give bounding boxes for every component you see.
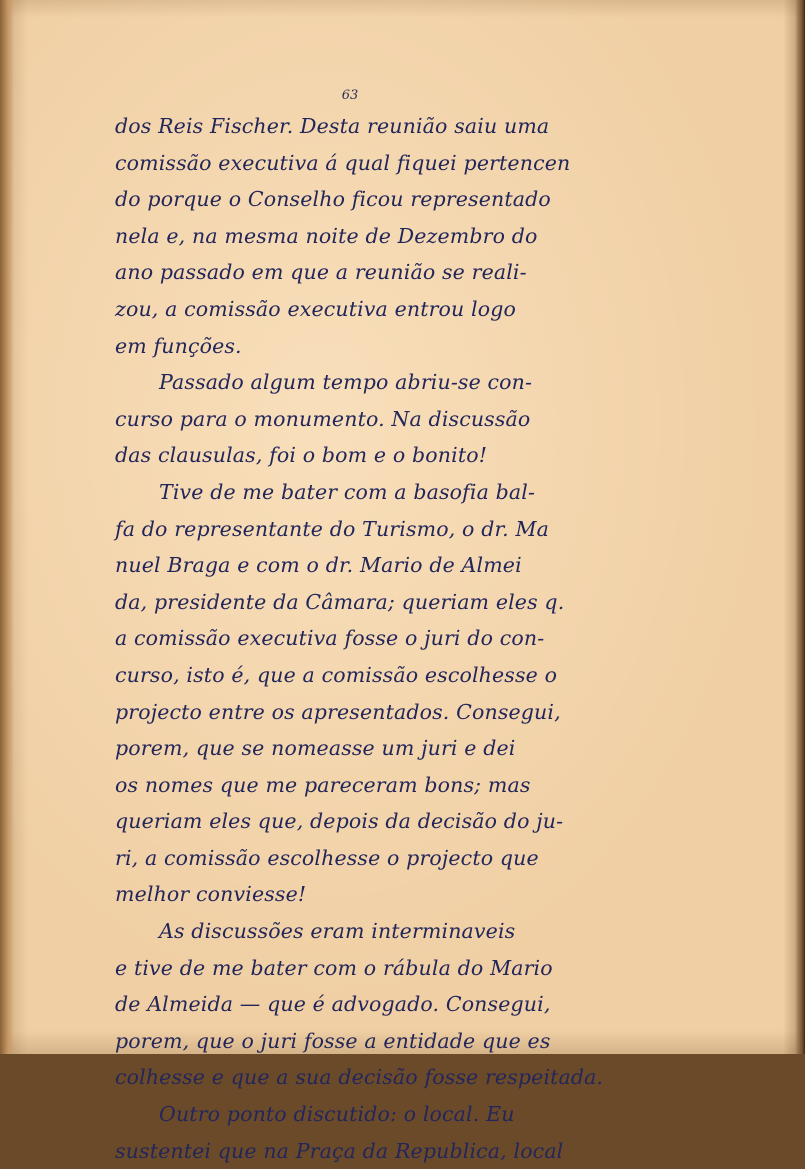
manuscript-line: ano passado em que a reunião se reali-: [115, 260, 527, 285]
manuscript-line: porem, que o juri fosse a entidade que es: [115, 1028, 551, 1053]
manuscript-line: projecto entre os apresentados. Consegui,: [115, 699, 561, 724]
manuscript-line: Passado algum tempo abriu-se con-: [159, 370, 533, 395]
handwritten-text-body: [115, 108, 715, 1169]
manuscript-line: As discussões eram interminaveis: [159, 919, 516, 944]
page-number: 63: [341, 88, 359, 103]
manuscript-line: dos Reis Fischer. Desta reunião saiu uma: [115, 114, 550, 138]
manuscript-line: comissão executiva á qual fiquei pertencen: [115, 150, 571, 175]
manuscript-line: os nomes que me pareceram bons; mas: [115, 772, 531, 797]
manuscript-line: colhesse e que a sua decisão fosse respeitada.: [115, 1065, 604, 1090]
manuscript-line: nela e, na mesma noite de Dezembro do: [115, 223, 538, 248]
manuscript-line: nuel Braga e com o dr. Mario de Almei: [115, 553, 522, 578]
manuscript-line: Tive de me bater com a basofia bal-: [159, 479, 536, 504]
manuscript-line: curso para o monumento. Na discussão: [115, 406, 531, 431]
manuscript-line: sustentei que na Praça da Republica, local: [115, 1138, 564, 1163]
manuscript-line: curso, isto é, que a comissão escolhesse o: [115, 662, 558, 687]
manuscript-line: em funções.: [115, 333, 242, 358]
manuscript-line: fa do representante do Turismo, o dr. Ma: [115, 516, 550, 541]
manuscript-line: queriam eles que, depois da decisão do ju-: [115, 809, 564, 834]
manuscript-line: Outro ponto discutido: o local. Eu: [159, 1102, 515, 1127]
manuscript-line: da, presidente da Câmara; queriam eles q.: [115, 589, 565, 614]
manuscript-line: do porque o Conselho ficou representado: [115, 187, 551, 212]
manuscript-line: zou, a comissão executiva entrou logo: [115, 296, 517, 321]
manuscript-line: das clausulas, foi o bom e o bonito!: [115, 443, 488, 468]
page-right-edge: [795, 0, 805, 1054]
manuscript-line: de Almeida — que é advogado. Consegui,: [115, 992, 551, 1017]
manuscript-line: porem, que se nomeasse um juri e dei: [115, 736, 516, 761]
manuscript-line: ri, a comissão escolhesse o projecto que: [115, 845, 539, 870]
manuscript-line: a comissão executiva fosse o juri do con-: [115, 626, 545, 651]
page-binding-edge: [0, 0, 14, 1054]
manuscript-line: e tive de me bater com o rábula do Mario: [115, 955, 553, 980]
manuscript-line: melhor conviesse!: [115, 882, 307, 907]
